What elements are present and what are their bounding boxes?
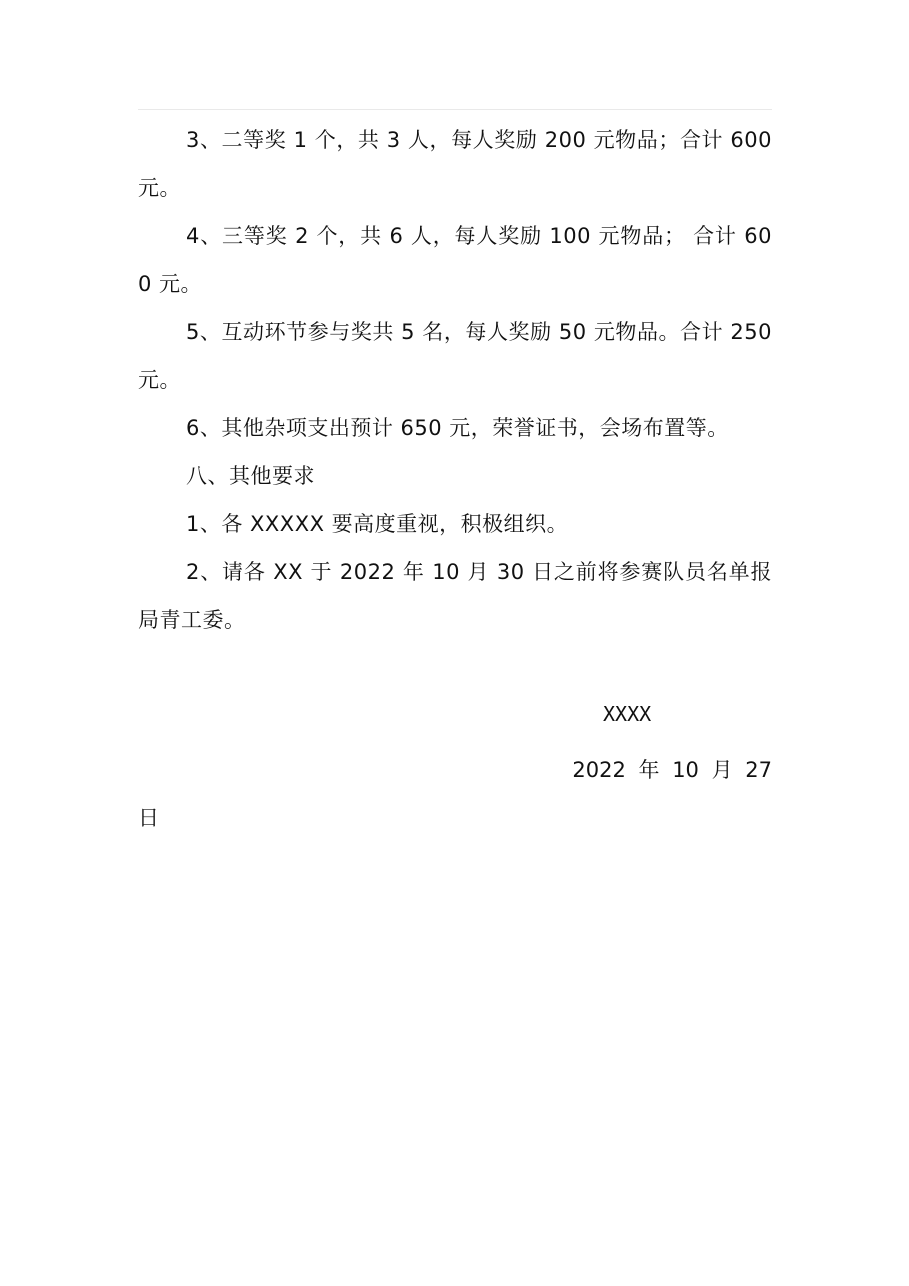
paragraph-misc-expenses: 6、其他杂项支出预计 650 元，荣誉证书，会场布置等。 bbox=[186, 416, 729, 440]
paragraph-third-prize: 4、三等奖 2 个，共 6 人，每人奖励 100 元物品； 合计 600 元。 bbox=[138, 224, 772, 296]
paragraph-requirement-2: 2、请各 XX 于 2022 年 10 月 30 日之前将参赛队员名单报局青工委。 bbox=[138, 560, 772, 632]
paragraph-participation-prize: 5、互动环节参与奖共 5 名，每人奖励 50 元物品。合计 250 元。 bbox=[138, 320, 772, 392]
section-heading-other-requirements: 八、其他要求 bbox=[186, 464, 315, 488]
date-main: 2022 年 10 月 27 bbox=[572, 758, 772, 782]
document-body bbox=[138, 116, 772, 644]
paragraph-second-prize: 3、二等奖 1 个，共 3 人，每人奖励 200 元物品；合计 600 元。 bbox=[138, 128, 772, 200]
paragraph-requirement-1: 1、各 XXXXX 要高度重视，积极组织。 bbox=[186, 512, 569, 536]
header-divider bbox=[138, 109, 772, 110]
signature-date bbox=[138, 746, 772, 842]
date-tail: 日 bbox=[138, 806, 159, 830]
signature-organization: XXXX bbox=[603, 702, 652, 726]
